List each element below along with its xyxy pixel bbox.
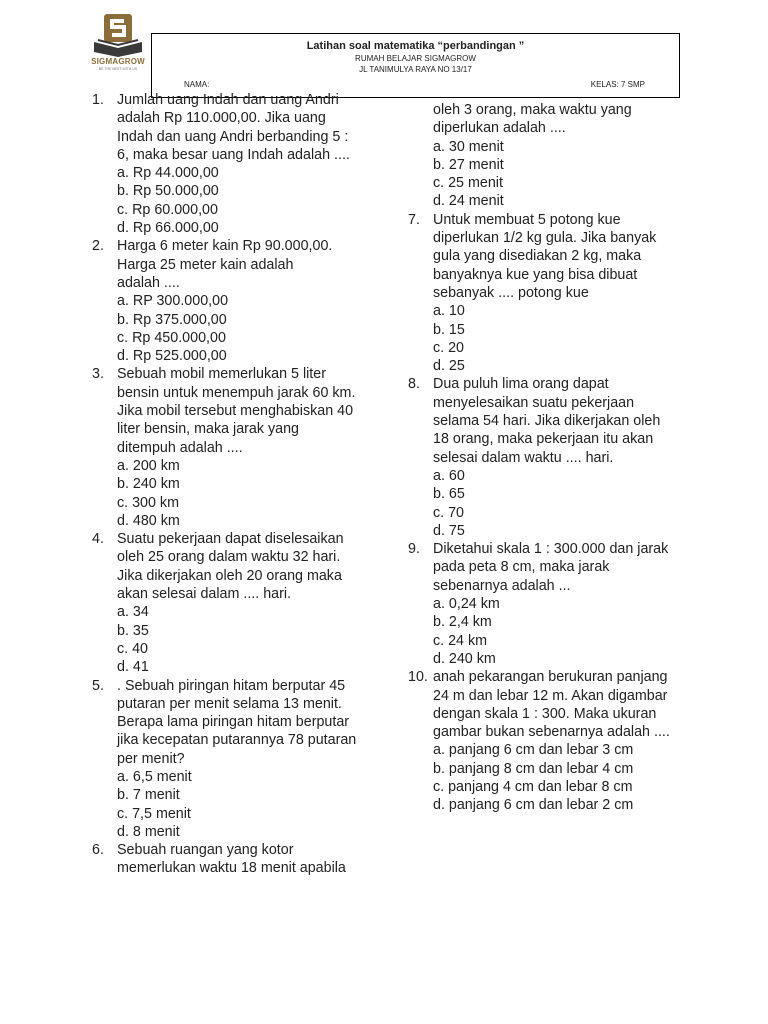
answer-option: b. 27 menit [433,156,504,173]
logo-text: SIGMAGROW [91,57,145,66]
logo-subtext: BE THE BEST WITH US [98,67,138,71]
answer-option: c. 24 km [433,632,488,649]
question-number: 4. [92,531,104,548]
answer-option: c. 7,5 menit [117,805,191,822]
class-label: KELAS: 7 SMP [590,80,645,89]
worksheet-header [151,33,680,98]
answer-option: d. 41 [117,659,149,676]
answer-option: a. RP 300.000,00 [117,293,229,310]
answer-option: d. 25 [433,358,465,375]
question-item [408,211,688,376]
sigmagrow-logo [86,12,150,74]
answer-option: c. 70 [433,504,464,521]
question-item [92,91,372,237]
question-text: Suatu pekerjaan dapat diselesaikan oleh 25 orang dalam waktu 32 hari. Jika dikerjakan oleh 20 orang maka akan selesai dalam .... hari. [117,531,344,603]
question-item [92,237,372,365]
answer-option: b. 240 km [117,476,180,493]
question-column-right [408,101,688,815]
question-number: 1. [92,92,104,108]
answer-option: a. 10 [433,303,465,320]
question-item [408,375,688,540]
answer-option: b. Rp 375.000,00 [117,311,227,328]
question-number: 2. [92,238,104,255]
answer-option: c. 20 [433,339,464,356]
answer-option: d. 75 [433,522,465,539]
question-number: 6. [92,842,104,859]
question-number: 8. [408,376,420,393]
answer-option: a. 34 [117,604,149,621]
answer-option: d. Rp 66.000,00 [117,220,219,237]
answer-option: a. 0,24 km [433,596,500,613]
question-number: 5. [92,677,104,694]
book-s-logo-icon [86,12,150,58]
question-text: oleh 3 orang, maka waktu yang diperlukan adalah .... [433,102,632,137]
answer-option: a. 6,5 menit [117,768,192,785]
organization-name: RUMAH BELAJAR SIGMAGROW [355,54,476,63]
answer-option: d. 240 km [433,650,496,667]
answer-option: c. 25 menit [433,175,503,192]
answer-option: d. 480 km [117,512,180,529]
answer-option: c. 300 km [117,494,179,511]
answer-option: b. 65 [433,486,465,503]
answer-option: c. Rp 450.000,00 [117,329,226,346]
question-text: Sebuah ruangan yang kotor memerlukan waktu 18 menit apabila [117,842,346,877]
answer-option: c. 40 [117,640,148,657]
answer-option: a. Rp 44.000,00 [117,165,219,182]
question-item [92,841,372,878]
question-text: Jumlah uang Indah dan uang Andri adalah Rp 110.000,00. Jika uang Indah dan uang Andri berbanding 5 : 6, maka besar uang Indah adalah .... [117,92,350,163]
question-number: 3. [92,366,104,383]
answer-option: d. 24 menit [433,193,504,210]
question-number: 9. [408,541,420,558]
answer-option: b. 2,4 km [433,614,492,631]
question-text: anah pekarangan berukuran panjang 24 m dan lebar 12 m. Akan digambar dengan skala 1 : 300. Maka ukuran gambar bukan sebenarnya adalah .... [433,669,670,741]
question-item [92,530,372,676]
question-item [92,677,372,842]
answer-option: b. 35 [117,622,149,639]
answer-option: a. panjang 6 cm dan lebar 3 cm [433,742,634,759]
answer-option: b. Rp 50.000,00 [117,183,219,200]
question-text: Harga 6 meter kain Rp 90.000,00. Harga 25 meter kain adalah adalah .... [117,238,333,291]
answer-option: b. 15 [433,321,465,338]
organization-address: JL TANIMULYA RAYA NO 13/17 [359,65,472,74]
question-item [92,365,372,530]
answer-option: c. Rp 60.000,00 [117,201,218,218]
answer-option: a. 200 km [117,457,180,474]
answer-option: b. panjang 8 cm dan lebar 4 cm [433,760,634,777]
answer-option: c. panjang 4 cm dan lebar 8 cm [433,778,633,795]
question-item [408,540,688,668]
answer-option: d. 8 menit [117,823,180,840]
question-number: 10. [408,669,428,686]
question-text: Dua puluh lima orang dapat menyelesaikan suatu pekerjaan selama 54 hari. Jika dikerjakan oleh 18 orang, maka pekerjaan itu akan selesai dalam waktu .... hari. [433,376,661,466]
question-number: 7. [408,211,420,228]
answer-option: a. 60 [433,467,465,484]
question-text: . Sebuah piringan hitam berputar 45 putaran per menit selama 13 menit. Berapa lama piringan hitam berputar jika kecepatan putarannya 78 putaran per menit? [117,677,357,767]
worksheet-title: Latihan soal matematika “perbandingan ” [306,40,525,52]
answer-option: a. 30 menit [433,138,504,155]
answer-option: d. panjang 6 cm dan lebar 2 cm [433,797,634,814]
question-6-continuation [408,101,688,211]
answer-option: b. 7 menit [117,787,180,804]
question-text: Sebuah mobil memerlukan 5 liter bensin untuk menempuh jarak 60 km. Jika mobil tersebut menghabiskan 40 liter bensin, maka jarak yang ditempuh adalah .... [117,366,356,456]
answer-option: d. Rp 525.000,00 [117,348,227,365]
question-item [408,668,688,814]
name-label: NAMA: [184,80,210,89]
question-column-left [92,91,372,878]
question-text: Untuk membuat 5 potong kue diperlukan 1/2 kg gula. Jika banyak gula yang disediakan 2 kg, maka banyaknya kue yang bisa dibuat sebanyak .... potong kue [433,211,657,301]
question-text: Diketahui skala 1 : 300.000 dan jarak pada peta 8 cm, maka jarak sebenarnya adalah ... [433,541,669,594]
